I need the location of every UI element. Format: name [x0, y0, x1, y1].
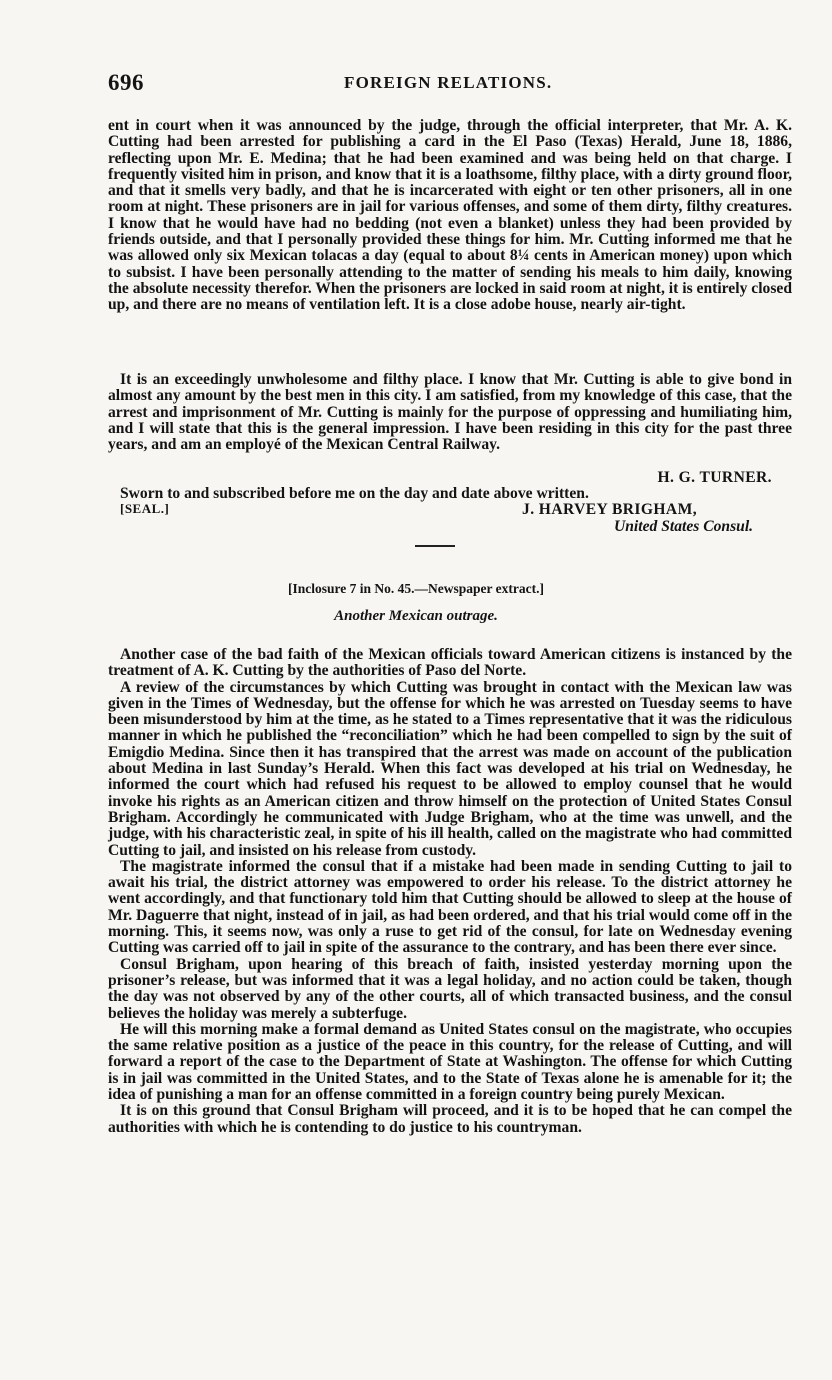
sworn-statement: Sworn to and subscribed before me on the day and date above written.: [120, 485, 589, 502]
article-title: Another Mexican outrage.: [334, 608, 498, 624]
affidavit-continuation: [108, 118, 792, 314]
newspaper-extract: [108, 647, 792, 1136]
paragraph: It is on this ground that Consul Brigham will proceed, and it is to be hoped that he can compel the authorities with which he is contending to do justice to his countryman.: [108, 1102, 792, 1136]
paragraph: Another case of the bad faith of the Mexican officials toward American citizens is instanced by the treatment of A. K. Cutting by the authorities of Paso del Norte.: [108, 646, 792, 680]
section-divider: [415, 545, 455, 547]
paragraph: ent in court when it was announced by the judge, through the official interpreter, that Mr. A. K. Cutting had been arrested for publishing a card in the El Paso (Texas) Herald, June 18, 1886, reflecting upon Mr. E. Medina; that he had been examined and was being held on that charge. I frequently visited him in prison, and know that it is a loathsome, filthy place, with a dirty ground floor, and that it smells very badly, and that he is incarcerated with eight or ten other prisoners, all in one room at night. These prisoners are in jail for various offenses, and some of them dirty, filthy creatures. I know that he would have had no bedding (not even a blanket) unless they had been provided by friends outside, and that I personally provided these things for him. Mr. Cutting informed me that he was allowed only six Mexican tolacas a day (equal to about 8¼ cents in American money) upon which to subsist. I have been personally attending to the matter of sending his meals to him daily, knowing the absolute necessity therefor. When the prisoners are locked in said room at night, it is entirely closed up, and there are no means of ventilation left. It is a close adobe house, nearly air-tight.: [108, 117, 792, 314]
inclosure-heading: [Inclosure 7 in No. 45.—Newspaper extract.]: [288, 581, 544, 596]
seal-mark: [SEAL.]: [120, 501, 170, 516]
page-header: [108, 70, 798, 100]
affidavit-closing: [108, 372, 792, 453]
affiant-signature: H. G. TURNER.: [657, 469, 772, 486]
paragraph: A review of the circumstances by which Cutting was brought in contact with the Mexican law was given in the Times of Wednesday, but the offense for which he was arrested on Tuesday seems to have been misunderstood by him at the time, as he stated to a Times representative that it was the ridiculous manner in which he published the “reconciliation” which he had been compelled to sign by the suit of Emigdio Medina. Since then it has transpired that the arrest was made on account of the publication about Medina in last Sunday’s Herald. When this fact was developed at his trial on Wednesday, he informed the court which had refused his request to be allowed to employ counsel that he would invoke his rights as an American citizen and throw himself on the protection of United States Consul Brigham. Accordingly he communicated with Judge Brigham, who at the time was unwell, and the judge, with his characteristic zeal, in spite of his ill health, called on the magistrate who had committed Cutting to jail, and insisted on his release from custody.: [108, 678, 792, 859]
paragraph: Consul Brigham, upon hearing of this breach of faith, insisted yesterday morning upon the prisoner’s release, but was informed that it was a legal holiday, and no action could be taken, though the day was not observed by any of the other courts, all of which transacted business, and the consul believes the holiday was merely a subterfuge.: [108, 955, 792, 1022]
paragraph: The magistrate informed the consul that if a mistake had been made in sending Cutting to jail to await his trial, the district attorney was empowered to order his release. To the district attorney he went accordingly, and that functionary told him that Cutting should be allowed to sleep at the house of Mr. Daguerre that night, instead of in jail, as had been ordered, and that his trial would come off in the morning. This, it seems now, was only a ruse to get rid of the consul, for late on Wednesday evening Cutting was carried off to jail in spite of the assurance to the contrary, and has been there ever since.: [108, 857, 792, 957]
running-head: FOREIGN RELATIONS.: [344, 73, 553, 92]
consul-title: United States Consul.: [614, 518, 754, 535]
consul-signature: J. HARVEY BRIGHAM,: [522, 501, 698, 518]
page-number: 696: [108, 70, 144, 95]
paragraph: It is an exceedingly unwholesome and filthy place. I know that Mr. Cutting is able to give bond in almost any amount by the best men in this city. I am satisfied, from my knowledge of this case, that the arrest and imprisonment of Mr. Cutting is mainly for the purpose of oppressing and humiliating him, and I will state that this is the general impression. I have been residing in this city for the past three years, and am an employé of the Mexican Central Railway.: [108, 371, 792, 454]
paragraph: He will this morning make a formal demand as United States consul on the magistrate, who occupies the same relative position as a justice of the peace in this country, for the release of Cutting, and will forward a report of the case to the Department of State at Washington. The offense for which Cutting is in jail was committed in the United States, and to the State of Texas alone he is amenable for it; the idea of punishing a man for an offense committed in a foreign country being purely Mexican.: [108, 1020, 792, 1104]
